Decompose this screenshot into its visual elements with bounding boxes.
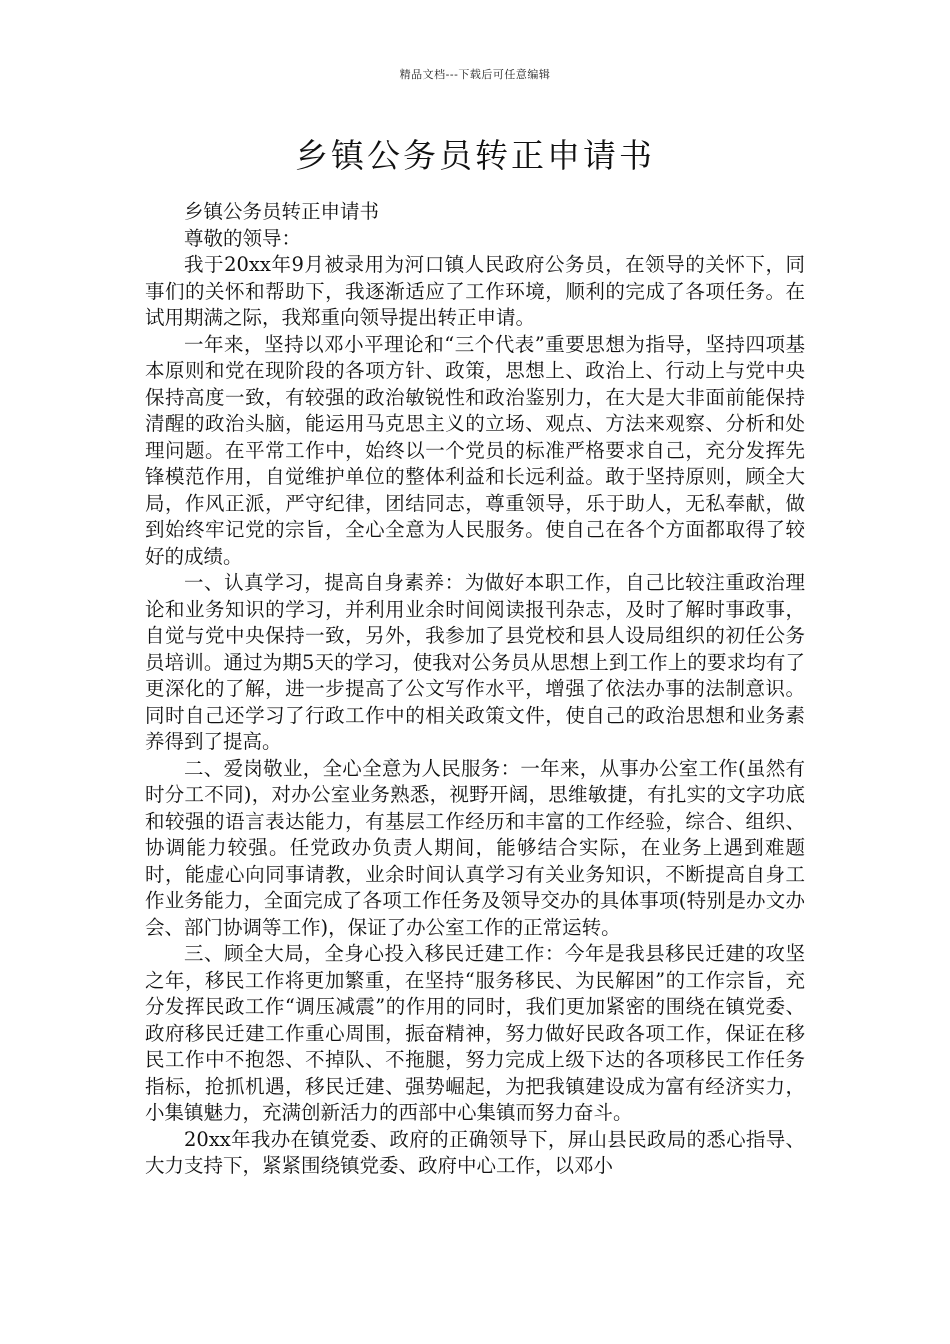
document-body: [145, 199, 805, 1180]
header-note: 精品文档---下载后可任意编辑: [399, 68, 551, 81]
document-title: 乡镇公务员转正申请书: [295, 136, 655, 175]
paragraph-point-3: 三、顾全大局，全身心投入移民迁建工作：今年是我县移民迁建的攻坚之年，移民工作将更加繁重，在坚持“服务移民、为民解困”的工作宗旨，充分发挥民政工作“调压减震”的作用的同时，我们更加紧密的围绕在镇党委、政府移民迁建工作重心周围，振奋精神，努力做好民政各项工作，保证在移民工作中不抱怨、不掉队、不拖腿，努力完成上级下达的各项移民工作任务指标，抢抓机遇，移民迁建、强势崛起，为把我镇建设成为富有经济实力，小集镇魅力，充满创新活力的西部中心集镇而努力奋斗。: [145, 942, 805, 1124]
paragraph-salutation: 尊敬的领导：: [184, 226, 302, 250]
paragraph-summary: 一年来，坚持以邓小平理论和“三个代表”重要思想为指导，坚持四项基本原则和党在现阶段的各项方针、政策，思想上、政治上、行动上与党中央保持高度一致，有较强的政治敏锐性和政治鉴别力，在大是大非面前能保持清醒的政治头脑，能运用马克思主义的立场、观点、方法来观察、分析和处理问题。在平常工作中，始终以一个党员的标准严格要求自己，充分发挥先锋模范作用，自觉维护单位的整体利益和长远利益。敢于坚持原则，顾全大局，作风正派，严守纪律，团结同志，尊重领导，乐于助人，无私奉献，做到始终牢记党的宗旨，全心全意为人民服务。使自己在各个方面都取得了较好的成绩。: [145, 332, 805, 568]
paragraph-closing: 20xx年我办在镇党委、政府的正确领导下，屏山县民政局的悉心指导、大力支持下，紧紧围绕镇党委、政府中心工作，以邓小: [145, 1127, 805, 1177]
paragraph-point-2: 二、爱岗敬业，全心全意为人民服务：一年来，从事办公室工作(虽然有时分工不同)，对办公室业务熟悉，视野开阔，思维敏捷，有扎实的文字功底和较强的语言表达能力，有基层工作经历和丰富的工作经验，综合、组织、协调能力较强。任党政办负责人期间，能够结合实际，在业务上遇到难题时，能虚心向同事请教，业余时间认真学习有关业务知识，不断提高自身工作业务能力，全面完成了各项工作任务及领导交办的具体事项(特别是办文办会、部门协调等工作)，保证了办公室工作的正常运转。: [145, 756, 805, 939]
paragraph-subtitle: 乡镇公务员转正申请书: [184, 200, 380, 223]
paragraph-point-1: 一、认真学习，提高自身素养：为做好本职工作，自己比较注重政治理论和业务知识的学习，并利用业余时间阅读报刊杂志，及时了解时事政事，自觉与党中央保持一致，另外，我参加了县党校和县人设局组织的初任公务员培训。通过为期5天的学习，使我对公务员从思想上到工作上的要求均有了更深化的了解，进一步提高了公文写作水平，增强了依法办事的法制意识。同时自己还学习了行政工作中的相关政策文件，使自己的政治思想和业务素养得到了提高。: [145, 571, 805, 753]
paragraph-intro: 我于20xx年9月被录用为河口镇人民政府公务员，在领导的关怀下，同事们的关怀和帮助下，我逐渐适应了工作环境，顺利的完成了各项任务。在试用期满之际，我郑重向领导提出转正申请。: [145, 253, 805, 329]
